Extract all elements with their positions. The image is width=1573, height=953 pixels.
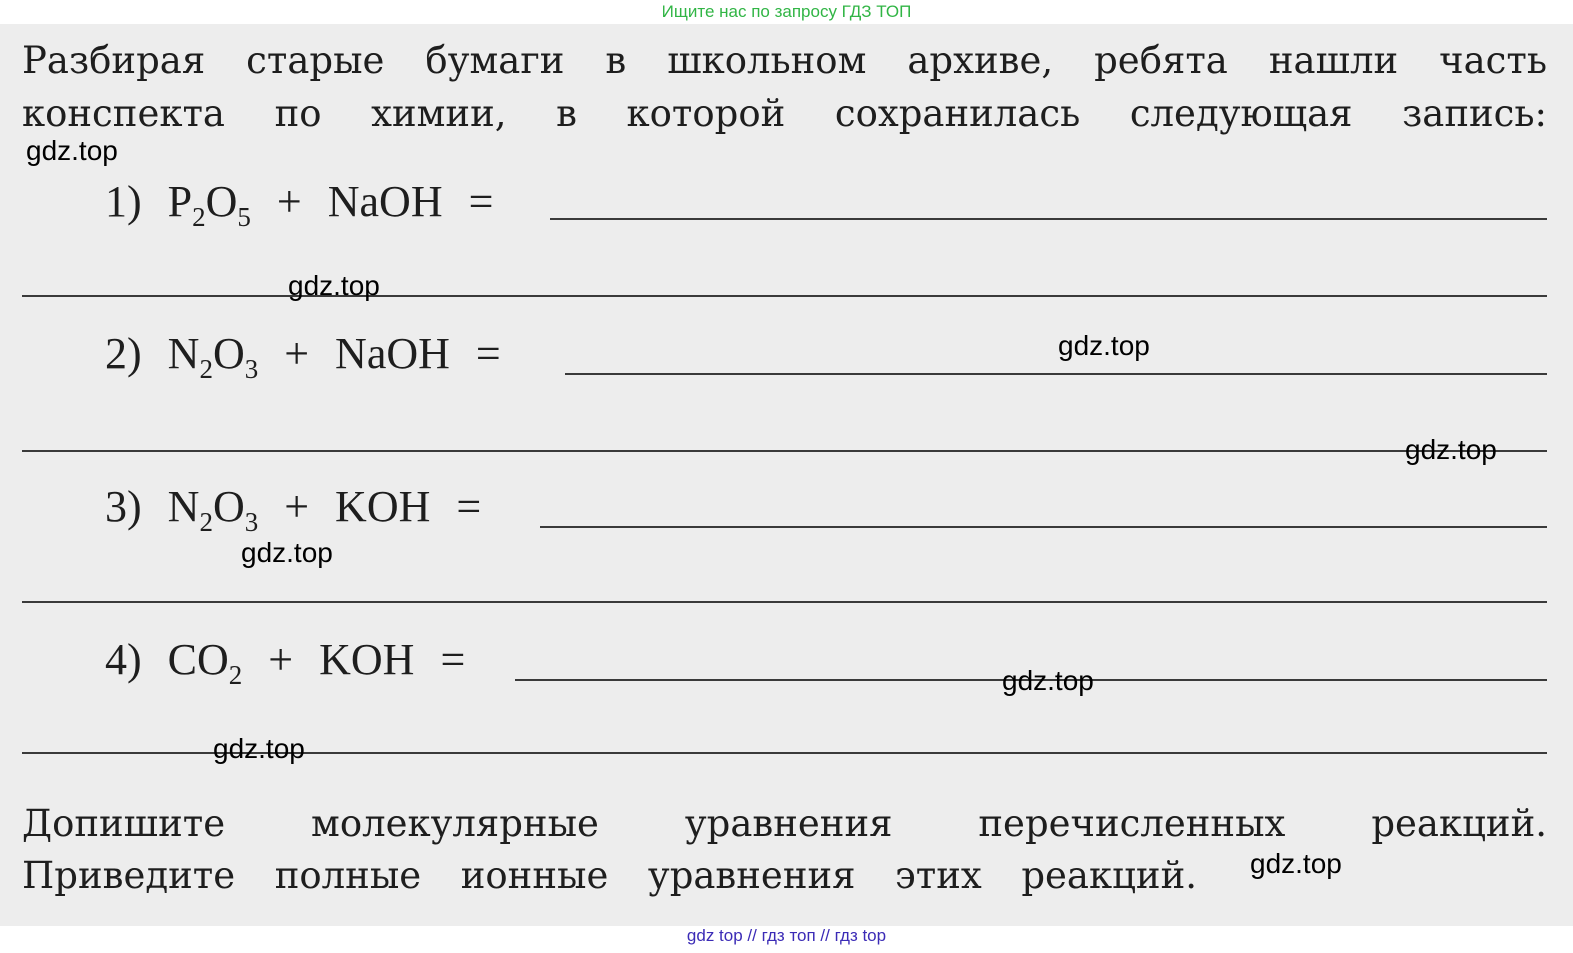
watermark: gdz.top	[288, 270, 380, 301]
plus-sign: +	[284, 482, 310, 531]
equation-number: 3)	[105, 482, 142, 531]
answer-line-2b	[22, 450, 1547, 452]
equals-sign: =	[456, 482, 482, 531]
reagent-formula: NaOH	[327, 177, 443, 226]
answer-line-3b	[22, 601, 1547, 603]
watermark: gdz.top	[1250, 848, 1342, 879]
equals-sign: =	[468, 177, 494, 226]
oxide-formula: $P_2O_5$	[167, 177, 251, 232]
reagent-formula: KOH	[335, 482, 431, 531]
equals-sign: =	[475, 329, 501, 378]
plus-sign: +	[276, 177, 302, 226]
oxide-formula: $N_2O_3$	[167, 329, 259, 384]
answer-line-1b	[22, 295, 1547, 297]
watermark: gdz.top	[26, 135, 118, 166]
answer-line-1a	[550, 218, 1547, 220]
plus-sign: +	[284, 329, 310, 378]
plus-sign: +	[268, 635, 294, 684]
intro-line-2: конспекта по химии, в которой сохранилась следующая запись:	[22, 92, 1547, 135]
task-line-2: Приведите полные ионные уравнения этих реакций.	[22, 854, 1197, 897]
watermark: gdz.top	[1405, 434, 1497, 465]
watermark: gdz.top	[213, 733, 305, 764]
footer-banner: gdz top // гдз топ // гдз top	[686, 926, 887, 945]
equation-number: 1)	[105, 177, 142, 226]
equation-number: 2)	[105, 329, 142, 378]
header-banner: Ищите нас по запросу ГДЗ ТОП	[661, 2, 912, 21]
textbook-page	[0, 24, 1573, 926]
equation-number: 4)	[105, 635, 142, 684]
reagent-formula: NaOH	[335, 329, 450, 378]
oxide-formula: $CO_2$	[167, 635, 243, 690]
answer-line-3a	[540, 526, 1547, 528]
equals-sign: =	[440, 635, 466, 684]
reagent-formula: KOH	[319, 635, 415, 684]
watermark: gdz.top	[1002, 665, 1094, 696]
answer-line-2a	[565, 373, 1547, 375]
task-line-1: Допишите молекулярные уравнения перечисленных реакций.	[22, 802, 1547, 845]
equation-4	[105, 634, 466, 690]
watermark: gdz.top	[241, 537, 333, 568]
equation-1	[105, 176, 494, 232]
equation-3	[105, 481, 482, 537]
intro-line-1: Разбирая старые бумаги в школьном архиве, ребята нашли часть	[22, 39, 1547, 82]
oxide-formula: $N_2O_3$	[167, 482, 259, 537]
equation-2	[105, 328, 501, 384]
watermark: gdz.top	[1058, 330, 1150, 361]
